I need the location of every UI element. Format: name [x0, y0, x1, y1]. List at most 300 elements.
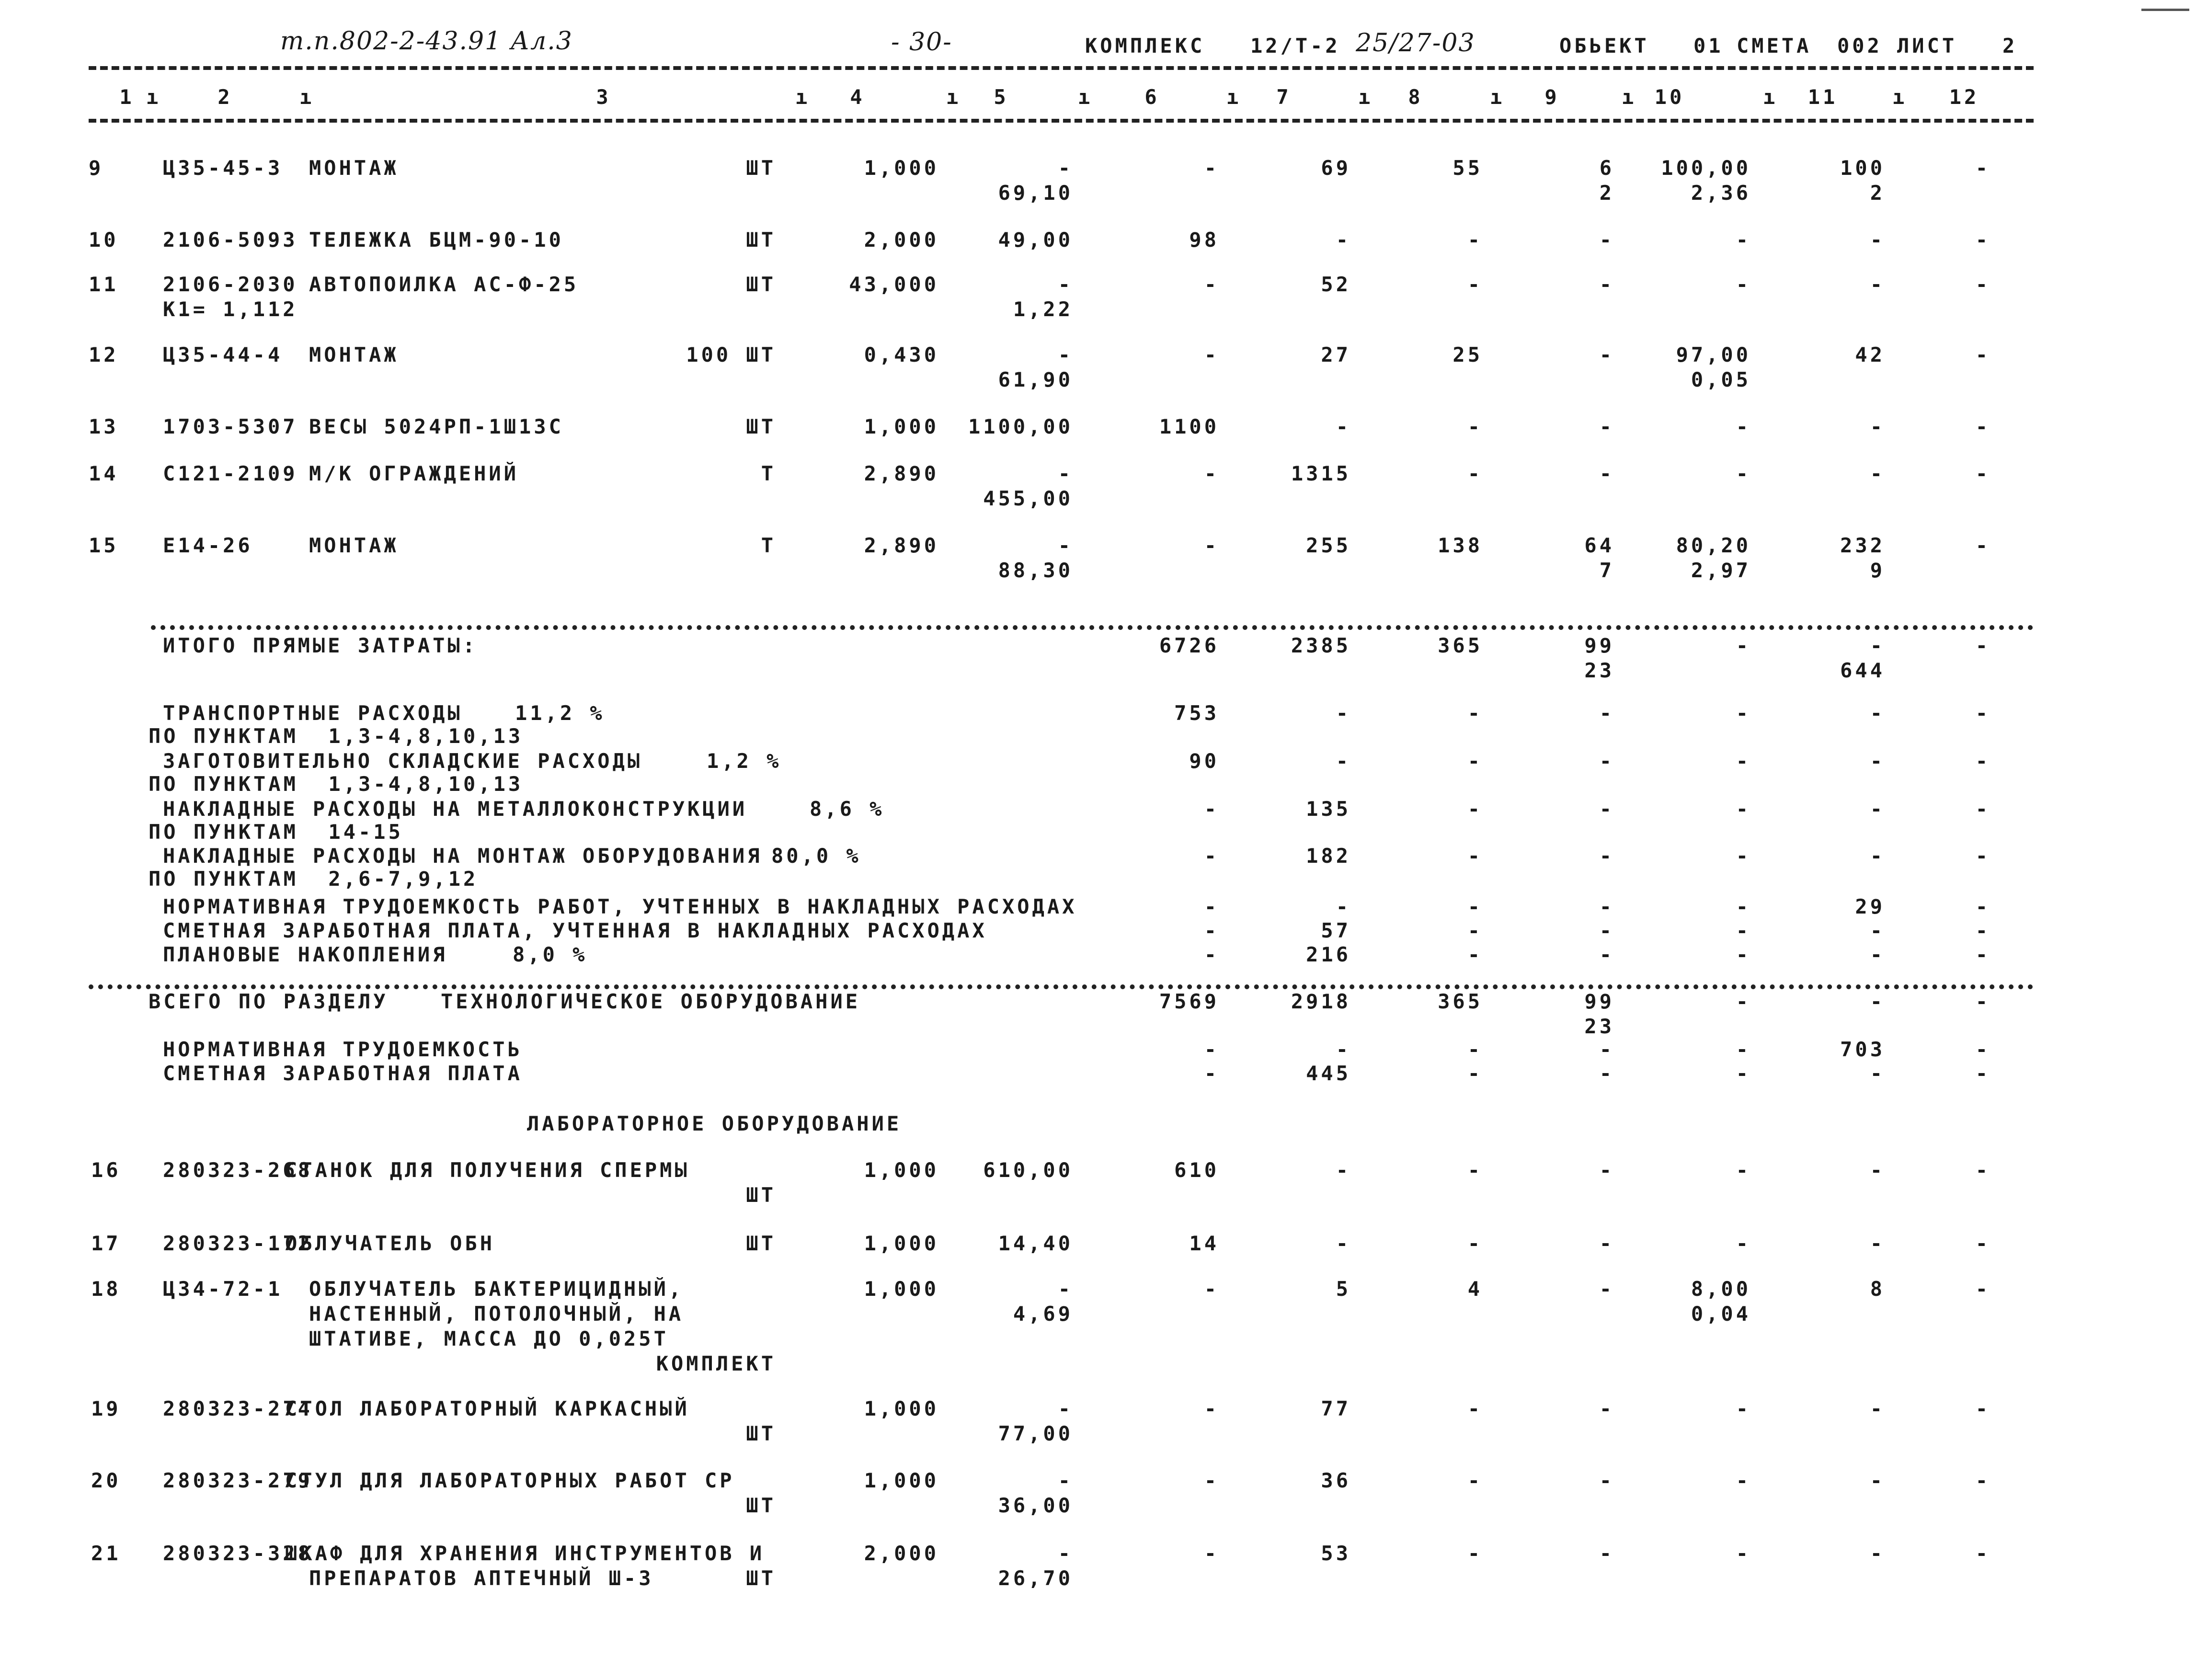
cell-c10: - [1736, 943, 1751, 966]
lab-row-name: ПРЕПАРАТОВ АПТЕЧНЫЙ Ш-3 [309, 1566, 654, 1590]
lab-row-name: ОБЛУЧАТЕЛЬ БАКТЕРИЦИДНЫЙ, [309, 1277, 684, 1301]
cell-c8: - [1467, 1397, 1483, 1420]
cell-c11: - [1870, 844, 1885, 868]
row-quantity: 43,000 [849, 273, 939, 296]
lab-row-unit: ШТ [746, 1422, 776, 1445]
page-number: - 30- [891, 28, 952, 57]
cell-c7: 5 [1336, 1277, 1351, 1301]
cell-c9: - [1599, 273, 1614, 296]
cell-c9: - [1599, 462, 1614, 485]
header-rule-top [89, 66, 2034, 70]
cell-c5: - [1058, 273, 1073, 296]
cell-c12: - [1975, 634, 1990, 657]
row-quantity: 2,890 [864, 534, 939, 557]
sheet-number: 2 [2002, 34, 2018, 57]
cell-c10: 100,00 [1661, 156, 1751, 180]
lab-row-code: 280323-274 [163, 1397, 313, 1420]
column-separator: ı [1358, 85, 1373, 109]
cell-c10: - [1736, 1469, 1751, 1492]
row-quantity: 1,000 [864, 156, 939, 180]
column-header-5: 5 [994, 85, 1009, 109]
column-header-10: 10 [1654, 85, 1685, 109]
cell-c6: - [1204, 273, 1219, 296]
overhead-items: ПО ПУНКТАМ 1,3-4,8,10,13 [149, 724, 524, 748]
row-quantity: 2,000 [864, 228, 939, 251]
row-quantity: 2,890 [864, 462, 939, 485]
column-header-12: 12 [1949, 85, 1979, 109]
cell-c12: - [1975, 156, 1990, 180]
cell-c12: - [1975, 462, 1990, 485]
cell-c9: 23 [1584, 659, 1614, 682]
cell-c9: - [1599, 1232, 1614, 1255]
cell-c8: - [1467, 844, 1483, 868]
cell-c9: - [1599, 1158, 1614, 1182]
row-coefficient: К1= 1,112 [163, 297, 298, 321]
row-unit: ШТ [746, 156, 776, 180]
section-total-label: ВСЕГО ПО РАЗДЕЛУ [149, 990, 389, 1013]
cell-c7: 445 [1306, 1062, 1351, 1085]
cell-c12: - [1975, 415, 1990, 438]
lab-row-name: СТОЛ ЛАБОРАТОРНЫЙ КАРКАСНЫЙ [285, 1397, 690, 1420]
cell-c8: - [1467, 797, 1483, 821]
smeta-label: СМЕТА [1737, 34, 1812, 57]
column-header-3: 3 [596, 85, 611, 109]
cell-c8: - [1467, 919, 1483, 942]
cell-c11: - [1870, 228, 1885, 251]
row-unit: Т [761, 534, 776, 557]
cell-c11: - [1870, 1232, 1885, 1255]
cell-c7: - [1336, 1158, 1351, 1182]
cell-c7: 182 [1306, 844, 1351, 868]
cell-c8: - [1467, 943, 1483, 966]
cell-c7: 1315 [1291, 462, 1351, 485]
lab-row-unit: ШТ [746, 1494, 776, 1517]
cell-c6: - [1204, 797, 1219, 821]
cell-c10: - [1736, 749, 1751, 773]
section-extra-label: СМЕТНАЯ ЗАРАБОТНАЯ ПЛАТА [163, 1062, 523, 1085]
cell-c10: - [1736, 1232, 1751, 1255]
cell-c6: - [1204, 156, 1219, 180]
cell-c7: - [1336, 895, 1351, 918]
cell-c9: 6 [1599, 156, 1614, 180]
lab-row-quantity: 1,000 [864, 1158, 939, 1182]
cell-c11: - [1870, 797, 1885, 821]
cell-c5: - [1058, 1277, 1073, 1301]
row-unit: Т [761, 462, 776, 485]
cell-c8: 365 [1438, 990, 1483, 1013]
complex-label: КОМПЛЕКС [1085, 34, 1205, 57]
cell-c8: - [1467, 273, 1483, 296]
row-code: 2106-2030 [163, 273, 298, 296]
cell-c11: - [1870, 990, 1885, 1013]
cell-c11: - [1870, 1062, 1885, 1085]
overhead-label: ЗАГОТОВИТЕЛЬНО СКЛАДСКИЕ РАСХОДЫ [163, 749, 643, 773]
cell-c8: - [1467, 228, 1483, 251]
norm-label: СМЕТНАЯ ЗАРАБОТНАЯ ПЛАТА, УЧТЕННАЯ В НАКЛАДНЫХ РАСХОДАХ [163, 919, 987, 942]
column-separator: ı [795, 85, 811, 109]
column-separator: ı [1226, 85, 1242, 109]
cell-c5: - [1058, 462, 1073, 485]
row-number: 13 [89, 415, 119, 438]
lab-row-number: 21 [91, 1542, 121, 1565]
complex-handwritten: 25/27-03 [1356, 29, 1475, 57]
column-header-1: 1 [119, 85, 135, 109]
column-header-7: 7 [1276, 85, 1292, 109]
cell-c8: - [1467, 1469, 1483, 1492]
cell-c7: 36 [1321, 1469, 1351, 1492]
lab-row-number: 16 [91, 1158, 121, 1182]
lab-row-code: 280323-279 [163, 1469, 313, 1492]
cell-c11: - [1870, 1397, 1885, 1420]
lab-row-unit: ШТ [746, 1566, 776, 1590]
cell-c7: 53 [1321, 1542, 1351, 1565]
cell-c6: - [1204, 534, 1219, 557]
cell-c9: - [1599, 919, 1614, 942]
edge-mark [2141, 9, 2189, 11]
lab-row-number: 20 [91, 1469, 121, 1492]
cell-c8: - [1467, 1062, 1483, 1085]
section-total-name: ТЕХНОЛОГИЧЕСКОЕ ОБОРУДОВАНИЕ [441, 990, 861, 1013]
cell-c12: - [1975, 273, 1990, 296]
cell-c9: - [1599, 701, 1614, 725]
norm-label: ПЛАНОВЫЕ НАКОПЛЕНИЯ [163, 943, 448, 966]
cell-c6: 610 [1174, 1158, 1219, 1182]
cell-c5: - [1058, 1542, 1073, 1565]
cell-c12: - [1975, 1397, 1990, 1420]
cell-c10: - [1736, 1158, 1751, 1182]
cell-c10: - [1736, 273, 1751, 296]
cell-c11: 29 [1855, 895, 1885, 918]
section-extra-label: НОРМАТИВНАЯ ТРУДОЕМКОСТЬ [163, 1038, 523, 1061]
row-code: Ц35-45-3 [163, 156, 283, 180]
cell-c10: - [1736, 844, 1751, 868]
cell-c12: - [1975, 895, 1990, 918]
column-separator: ı [946, 85, 961, 109]
cell-c5: 1100,00 [968, 415, 1073, 438]
cell-c7: 216 [1306, 943, 1351, 966]
cell-c7: 52 [1321, 273, 1351, 296]
cell-c11: 703 [1840, 1038, 1885, 1061]
overhead-percent: 8,6 % [810, 797, 885, 821]
row-code: Ц35-44-4 [163, 343, 283, 366]
cell-c12: - [1975, 534, 1990, 557]
cell-c6: - [1204, 844, 1219, 868]
overhead-percent: 80,0 % [771, 844, 861, 868]
cell-c5: 1,22 [1013, 297, 1073, 321]
cell-c10: - [1736, 1542, 1751, 1565]
cell-c10: - [1736, 228, 1751, 251]
row-name: МОНТАЖ [309, 156, 399, 180]
overhead-percent: 1,2 % [707, 749, 782, 773]
cell-c7: - [1336, 1232, 1351, 1255]
row-number: 10 [89, 228, 119, 251]
cell-c8: - [1467, 415, 1483, 438]
lab-row-code: 280323-328 [163, 1542, 313, 1565]
cell-c7: 2385 [1291, 634, 1351, 657]
lab-row-number: 19 [91, 1397, 121, 1420]
lab-row-code: 280323-172 [163, 1232, 313, 1255]
lab-row-name: ОБЛУЧАТЕЛЬ ОБН [285, 1232, 495, 1255]
row-number: 15 [89, 534, 119, 557]
cell-c8: - [1467, 749, 1483, 773]
cell-c6: - [1204, 462, 1219, 485]
cell-c12: - [1975, 1062, 1990, 1085]
cell-c6: - [1204, 943, 1219, 966]
cell-c5: - [1058, 534, 1073, 557]
row-name: МОНТАЖ [309, 343, 399, 366]
lab-row-unit: ШТ [746, 1183, 776, 1207]
column-separator: ı [1078, 85, 1093, 109]
cell-c8: 25 [1453, 343, 1483, 366]
cell-c11: - [1870, 462, 1885, 485]
cell-c10: 80,20 [1676, 534, 1751, 557]
cell-c5: - [1058, 156, 1073, 180]
object-number: 01 [1693, 34, 1724, 57]
row-unit: ШТ [746, 415, 776, 438]
cell-c8: - [1467, 701, 1483, 725]
cell-c11: - [1870, 943, 1885, 966]
column-separator: ı [1892, 85, 1908, 109]
cell-c5: 69,10 [998, 181, 1073, 205]
header-rule-bottom [89, 119, 2034, 123]
dotted-separator-2 [89, 984, 2034, 989]
cell-c11: 644 [1840, 659, 1885, 682]
cell-c7: - [1336, 415, 1351, 438]
cell-c8: 4 [1467, 1277, 1483, 1301]
cell-c9: - [1599, 228, 1614, 251]
cell-c8: 365 [1438, 634, 1483, 657]
cell-c10: - [1736, 415, 1751, 438]
cell-c10: 0,05 [1691, 368, 1751, 391]
cell-c9: 99 [1584, 634, 1614, 657]
cell-c5: - [1058, 1397, 1073, 1420]
cell-c9: - [1599, 343, 1614, 366]
column-header-2: 2 [217, 85, 233, 109]
cell-c7: 135 [1306, 797, 1351, 821]
cell-c5: 36,00 [998, 1494, 1073, 1517]
cell-c9: - [1599, 844, 1614, 868]
lab-row-quantity: 1,000 [864, 1232, 939, 1255]
doc-reference: т.п.802-2-43.91 Ал.3 [280, 27, 573, 56]
cell-c7: - [1336, 701, 1351, 725]
cell-c11: 100 [1840, 156, 1885, 180]
overhead-items: ПО ПУНКТАМ 1,3-4,8,10,13 [149, 772, 524, 796]
lab-row-name: ШТАТИВЕ, МАССА ДО 0,025Т [309, 1327, 669, 1350]
cell-c12: - [1975, 1277, 1990, 1301]
cell-c12: - [1975, 797, 1990, 821]
column-separator: ı [1622, 85, 1637, 109]
cell-c6: 753 [1174, 701, 1219, 725]
complex-code: 12/Т-2 [1250, 34, 1340, 57]
overhead-label: НАКЛАДНЫЕ РАСХОДЫ НА МЕТАЛЛОКОНСТРУКЦИИ [163, 797, 748, 821]
cell-c9: 99 [1584, 990, 1614, 1013]
cell-c5: 61,90 [998, 368, 1073, 391]
row-name: ВЕСЫ 5024РП-1Ш13С [309, 415, 564, 438]
cell-c7: 69 [1321, 156, 1351, 180]
cell-c10: - [1736, 1397, 1751, 1420]
cell-c12: - [1975, 1232, 1990, 1255]
cell-c9: 7 [1599, 559, 1614, 582]
cell-c12: - [1975, 1158, 1990, 1182]
cell-c11: 9 [1870, 559, 1885, 582]
row-unit: ШТ [746, 273, 776, 296]
cell-c7: 255 [1306, 534, 1351, 557]
cell-c9: 23 [1584, 1015, 1614, 1038]
norm-label: НОРМАТИВНАЯ ТРУДОЕМКОСТЬ РАБОТ, УЧТЕННЫХ В НАКЛАДНЫХ РАСХОДАХ [163, 895, 1077, 918]
cell-c8: - [1467, 1038, 1483, 1061]
cell-c10: - [1736, 462, 1751, 485]
cell-c8: 138 [1438, 534, 1483, 557]
cell-c6: 98 [1189, 228, 1219, 251]
cell-c6: 90 [1189, 749, 1219, 773]
cell-c6: - [1204, 1062, 1219, 1085]
overhead-items: ПО ПУНКТАМ 2,6-7,9,12 [149, 867, 479, 891]
cell-c9: - [1599, 797, 1614, 821]
cell-c5: 610,00 [983, 1158, 1073, 1182]
cell-c5: - [1058, 1469, 1073, 1492]
cell-c7: - [1336, 228, 1351, 251]
norm-percent: 8,0 % [513, 943, 588, 966]
cell-c10: 2,97 [1691, 559, 1751, 582]
row-code: 2106-5093 [163, 228, 298, 251]
cell-c11: - [1870, 415, 1885, 438]
cell-c9: - [1599, 749, 1614, 773]
cell-c9: - [1599, 895, 1614, 918]
row-code: 1703-5307 [163, 415, 298, 438]
lab-row-quantity: 1,000 [864, 1469, 939, 1492]
cell-c5: 77,00 [998, 1422, 1073, 1445]
lab-row-number: 18 [91, 1277, 121, 1301]
cell-c10: 2,36 [1691, 181, 1751, 205]
cell-c10: 97,00 [1676, 343, 1751, 366]
cell-c6: 6726 [1159, 634, 1219, 657]
cell-c7: - [1336, 1038, 1351, 1061]
cell-c9: - [1599, 1397, 1614, 1420]
lab-row-number: 17 [91, 1232, 121, 1255]
cell-c6: - [1204, 1277, 1219, 1301]
cell-c12: - [1975, 749, 1990, 773]
cell-c6: - [1204, 895, 1219, 918]
cell-c10: - [1736, 1062, 1751, 1085]
column-header-4: 4 [850, 85, 865, 109]
cell-c8: - [1467, 895, 1483, 918]
cell-c11: - [1870, 273, 1885, 296]
row-code: Е14-26 [163, 534, 253, 557]
cell-c5: 455,00 [983, 487, 1073, 510]
lab-row-name: НАСТЕННЫЙ, ПОТОЛОЧНЫЙ, НА [309, 1302, 684, 1326]
cell-c12: - [1975, 343, 1990, 366]
cell-c6: - [1204, 919, 1219, 942]
cell-c11: 2 [1870, 181, 1885, 205]
cell-c10: 8,00 [1691, 1277, 1751, 1301]
lab-row-name: СТУЛ ДЛЯ ЛАБОРАТОРНЫХ РАБОТ СР [285, 1469, 735, 1492]
lab-row-code: Ц34-72-1 [163, 1277, 283, 1301]
cell-c11: - [1870, 1158, 1885, 1182]
row-quantity: 1,000 [864, 415, 939, 438]
cell-c6: - [1204, 1542, 1219, 1565]
lab-row-quantity: 2,000 [864, 1542, 939, 1565]
cell-c8: - [1467, 1158, 1483, 1182]
column-separator: ı [1763, 85, 1778, 109]
lab-row-quantity: 1,000 [864, 1397, 939, 1420]
lab-row-name: СТАНОК ДЛЯ ПОЛУЧЕНИЯ СПЕРМЫ [285, 1158, 690, 1182]
cell-c9: 64 [1584, 534, 1614, 557]
cell-c6: 7569 [1159, 990, 1219, 1013]
cell-c12: - [1975, 1038, 1990, 1061]
cell-c11: - [1870, 749, 1885, 773]
direct-total-label: ИТОГО ПРЯМЫЕ ЗАТРАТЫ: [163, 634, 478, 657]
row-number: 11 [89, 273, 119, 296]
column-header-11: 11 [1807, 85, 1838, 109]
cell-c6: - [1204, 343, 1219, 366]
lab-section-title: ЛАБОРАТОРНОЕ ОБОРУДОВАНИЕ [527, 1112, 902, 1135]
row-number: 9 [89, 156, 104, 180]
column-separator: ı [299, 85, 315, 109]
cell-c8: - [1467, 1232, 1483, 1255]
cell-c10: - [1736, 634, 1751, 657]
cell-c11: - [1870, 701, 1885, 725]
cell-c9: - [1599, 1062, 1614, 1085]
cell-c11: - [1870, 1469, 1885, 1492]
cell-c11: - [1870, 634, 1885, 657]
row-quantity: 0,430 [864, 343, 939, 366]
cell-c12: - [1975, 844, 1990, 868]
cell-c9: - [1599, 1038, 1614, 1061]
cell-c5: 14,40 [998, 1232, 1073, 1255]
cell-c8: 55 [1453, 156, 1483, 180]
object-label: ОБЬЕКТ [1559, 34, 1649, 57]
cell-c12: - [1975, 919, 1990, 942]
lab-row-code: 280323-268 [163, 1158, 313, 1182]
cell-c7: 57 [1321, 919, 1351, 942]
cell-c9: - [1599, 943, 1614, 966]
column-header-8: 8 [1408, 85, 1423, 109]
cell-c9: - [1599, 1277, 1614, 1301]
row-unit: 100 ШТ [686, 343, 776, 366]
overhead-items: ПО ПУНКТАМ 14-15 [149, 820, 403, 844]
row-unit: ШТ [746, 228, 776, 251]
cell-c7: 77 [1321, 1397, 1351, 1420]
cell-c9: - [1599, 1469, 1614, 1492]
column-separator: ı [1490, 85, 1505, 109]
cell-c6: - [1204, 1469, 1219, 1492]
row-name: МОНТАЖ [309, 534, 399, 557]
cell-c6: 1100 [1159, 415, 1219, 438]
cell-c11: 232 [1840, 534, 1885, 557]
cell-c7: 27 [1321, 343, 1351, 366]
cell-c11: 8 [1870, 1277, 1885, 1301]
lab-row-unit: КОМПЛЕКТ [656, 1352, 776, 1375]
cell-c10: - [1736, 895, 1751, 918]
cell-c5: 49,00 [998, 228, 1073, 251]
sheet-label: ЛИСТ [1897, 34, 1957, 57]
smeta-number: 002 [1837, 34, 1882, 57]
row-name: ТЕЛЕЖКА БЦМ-90-10 [309, 228, 564, 251]
cell-c5: 4,69 [1013, 1302, 1073, 1326]
cell-c10: - [1736, 701, 1751, 725]
row-number: 14 [89, 462, 119, 485]
cell-c7: 2918 [1291, 990, 1351, 1013]
cell-c10: - [1736, 919, 1751, 942]
lab-row-quantity: 1,000 [864, 1277, 939, 1301]
cell-c10: 0,04 [1691, 1302, 1751, 1326]
cell-c10: - [1736, 990, 1751, 1013]
cell-c8: - [1467, 462, 1483, 485]
cell-c5: 88,30 [998, 559, 1073, 582]
row-name: АВТОПОИЛКА АС-Ф-25 [309, 273, 579, 296]
cell-c9: - [1599, 1542, 1614, 1565]
cell-c7: - [1336, 749, 1351, 773]
